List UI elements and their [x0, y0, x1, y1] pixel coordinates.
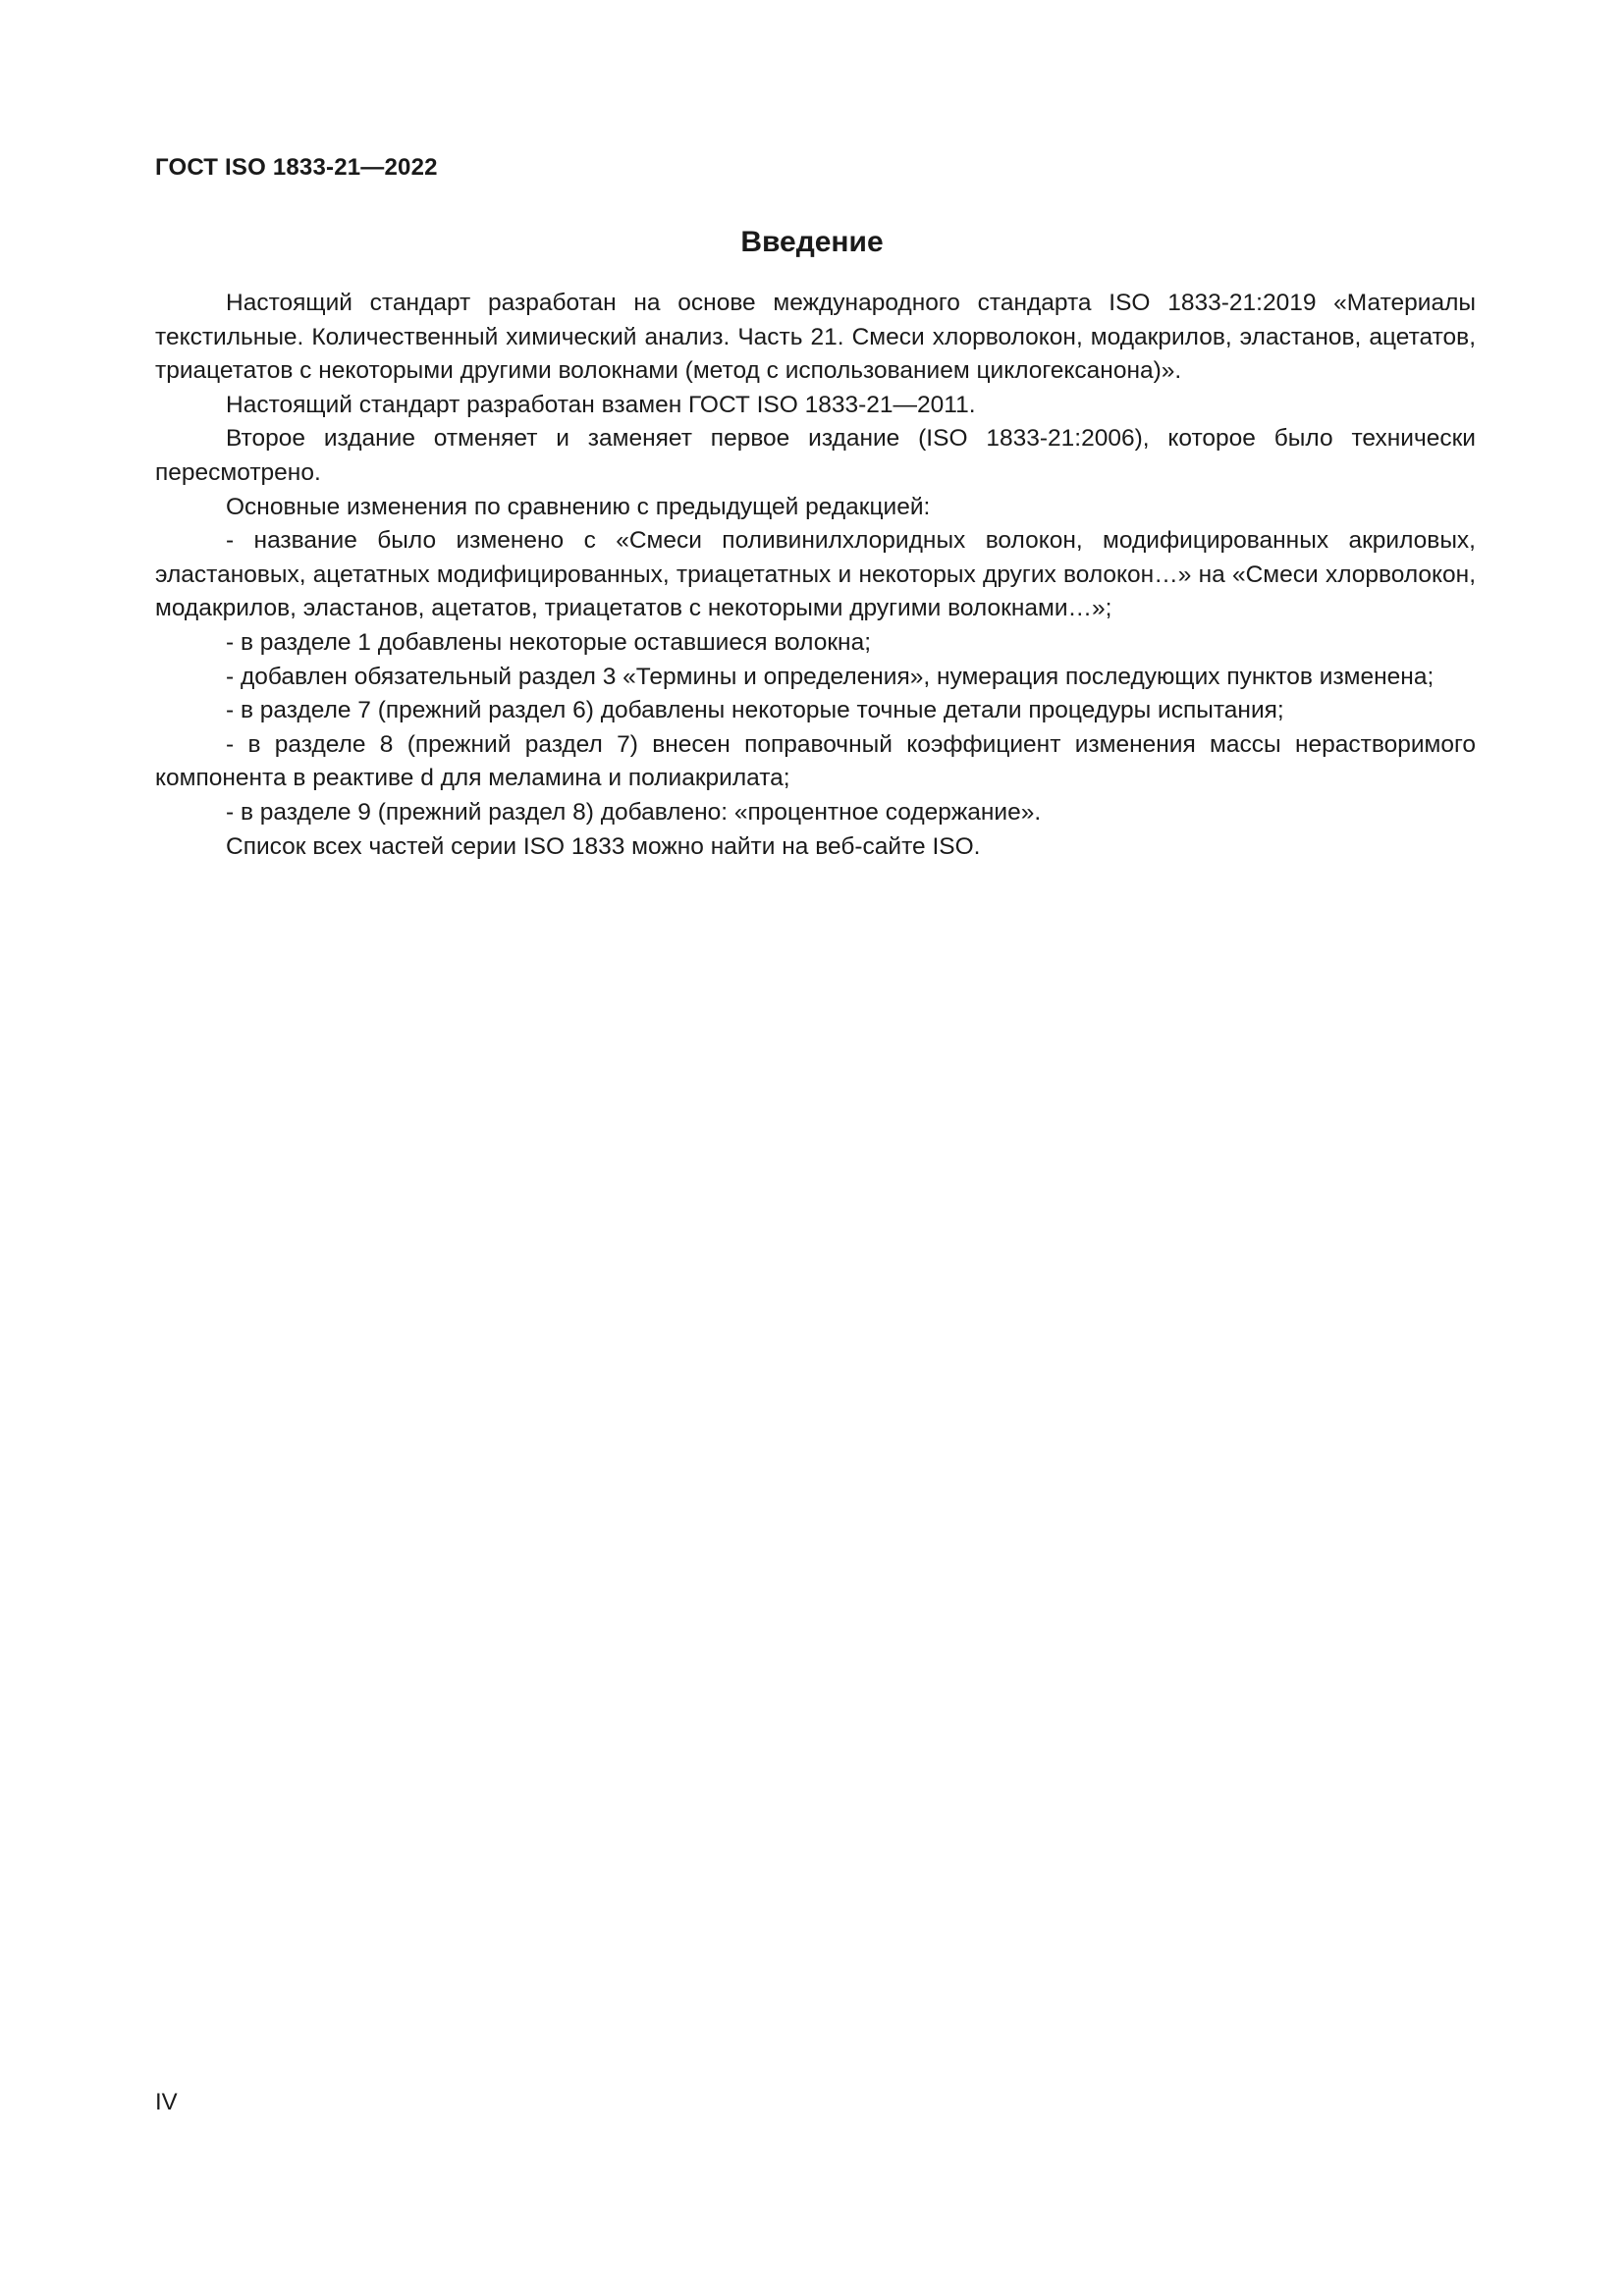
- paragraph-replacement: Настоящий стандарт разработан взамен ГОСТ ISO 1833-21—2011.: [226, 391, 976, 418]
- paragraph-series-list: Список всех частей серии ISO 1833 можно найти на веб-сайте ISO.: [226, 832, 981, 860]
- body-text: [155, 287, 1476, 864]
- list-item: - добавлен обязательный раздел 3 «Термины и определения», нумерация последующих пунктов изменена;: [226, 663, 1435, 690]
- document-code: ГОСТ ISO 1833-21—2022: [155, 154, 438, 181]
- paragraph-basis: Настоящий стандарт разработан на основе международного стандарта ISO 1833-21:2019 «Материалы текстильные. Количественный химический анализ. Часть 21. Смеси хлорволокон, модакрилов, эластанов, ацетатов, триацетатов с некоторыми другими волокнами (метод с использованием циклогексанона)».: [155, 290, 1476, 385]
- list-item: - название было изменено с «Смеси поливинилхлоридных волокон, модифицированных акриловых, эластановых, ацетатных модифицированных, триацетатных и некоторых других волокон…» на «Смеси хлорволокон, модакрилов, эластанов, ацетатов, триацетатов с некоторыми другими волокнами…»;: [155, 527, 1476, 622]
- paragraph-edition: Второе издание отменяет и заменяет первое издание (ISO 1833-21:2006), которое было техничеcки пересмотрено.: [155, 425, 1476, 486]
- section-title: Введение: [740, 226, 884, 258]
- page-number: IV: [155, 2089, 178, 2115]
- list-item: - в разделе 8 (прежний раздел 7) внесен поправочный коэффициент изменения массы нерастворимого компонента в реактиве d для меламина и полиакрилата;: [155, 730, 1476, 792]
- list-item: - в разделе 1 добавлены некоторые оставшиеся волокна;: [226, 628, 872, 656]
- paragraph-changes-intro: Основные изменения по сравнению с предыдущей редакцией:: [226, 493, 931, 520]
- list-item: - в разделе 7 (прежний раздел 6) добавлены некоторые точные детали процедуры испытания;: [226, 697, 1284, 724]
- list-item: - в разделе 9 (прежний раздел 8) добавлено: «процентное содержание».: [226, 798, 1042, 826]
